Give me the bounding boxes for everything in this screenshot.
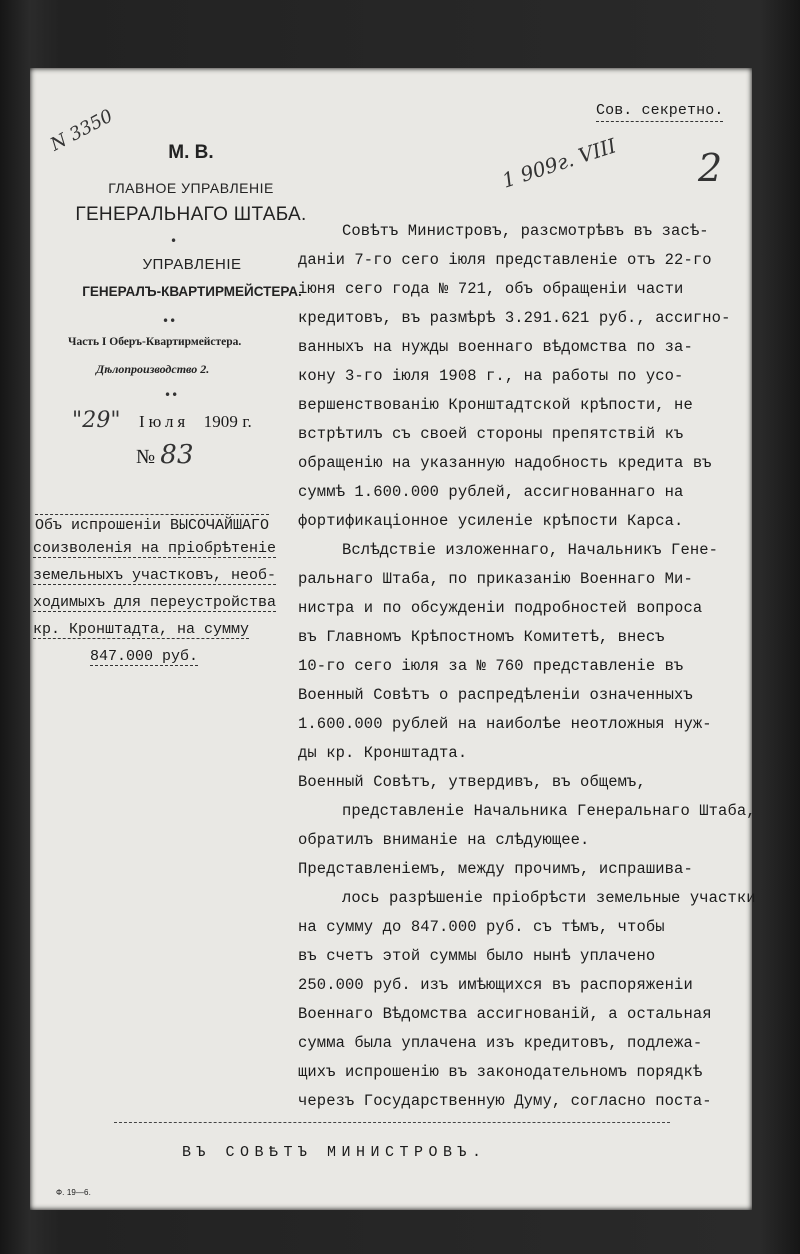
subject-line-6: 847.000 руб. (90, 648, 199, 665)
body-line: ды кр. Кронштадта. (298, 744, 468, 762)
body-line: Военный Совѣтъ о распредѣленiи означенныхъ (298, 686, 693, 704)
subject-line-2: соизволенiя на прiобрѣтенiе (33, 540, 277, 557)
body-line: Военный Совѣтъ, утвердивъ, въ общемъ, (298, 773, 646, 791)
body-line: кредитовъ, въ размѣрѣ 3.291.621 руб., ассигно- (298, 309, 731, 327)
body-line: ральнаго Штаба, по приказанiю Военнаго Ми- (298, 570, 693, 588)
body-line: представленiе Начальника Генеральнаго Штаба, (342, 802, 756, 820)
ornament-2: •• (162, 314, 177, 328)
number-label: № (136, 446, 156, 468)
body-line: обратилъ вниманiе на слѣдующее. (298, 831, 590, 849)
document-number (136, 440, 194, 470)
body-line: кону 3-го iюля 1908 г., на работы по усо- (298, 367, 684, 385)
body-line: суммѣ 1.600.000 рублей, ассигнованнаго на (298, 483, 684, 501)
document-date (72, 408, 252, 433)
date-year: 1909 г. (203, 412, 252, 431)
body-line: Представленiемъ, между прочимъ, испрашива- (298, 860, 693, 878)
handwritten-page-number: 2 (698, 146, 723, 190)
body-line: сумма была уплачена изъ кредитовъ, подлежа- (298, 1034, 703, 1052)
body-line: встрѣтилъ съ своей стороны препятствiй къ (298, 425, 684, 443)
body-line: щихъ испрошенiю въ законодательномъ порядкѣ (298, 1063, 703, 1081)
body-line: ванныхъ на нужды военнаго вѣдомства по за- (298, 338, 693, 356)
handwritten-date-note: 1 909г. VIII (499, 133, 620, 193)
number-value: 83 (160, 440, 194, 470)
body-line: обращенiю на указанную надобность кредита въ (298, 454, 712, 472)
body-line: Вслѣдствiе изложеннаго, Начальникъ Гене- (342, 541, 719, 559)
subject-line-5: кр. Кронштадта, на сумму (33, 621, 250, 638)
date-month: Iюля (139, 412, 190, 431)
body-line: лось разрѣшенiе прiобрѣсти земельные участки (342, 889, 756, 907)
body-line: въ Главномъ Крѣпостномъ Комитетѣ, внесъ (298, 628, 665, 646)
body-line: въ счетъ этой суммы было нынѣ уплачено (298, 947, 656, 965)
body-line: на сумму до 847.000 руб. съ тѣмъ, чтобы (298, 918, 665, 936)
addressee: ВЪ СОВѢТЪ МИНИСТРОВЪ. (182, 1144, 487, 1161)
directorate-line-2: ГЕНЕРАЛЬНАГО ШТАБА. (75, 204, 307, 225)
section-line: Часть I Оберъ-Квартирмейстера. (68, 336, 242, 348)
classification-stamp: Сов. секретно. (596, 102, 723, 122)
handwritten-archive-number: N 3350 (47, 105, 117, 156)
body-line: Совѣтъ Министровъ, разсмотрѣвъ въ засѣ- (342, 222, 709, 240)
form-number: Ф. 19—6. (56, 1188, 91, 1197)
subject-line-3: земельныхъ участковъ, необ- (33, 567, 277, 584)
body-line: 10-го сего iюля за № 760 представленiе въ (298, 657, 684, 675)
footer-divider (114, 1122, 670, 1123)
date-day: "29" (72, 408, 121, 433)
body-line: iюня сего года № 721, объ обращенiи части (298, 280, 684, 298)
body-line: вершенствованiю Кронштадтской крѣпости, не (298, 396, 693, 414)
body-line: фортификацiонное усиленiе крѣпости Карса. (298, 512, 684, 530)
ornament-1: • (170, 234, 178, 248)
body-line: черезъ Государственную Думу, согласно поста- (298, 1092, 712, 1110)
body-line: 250.000 руб. изъ имѣющихся въ распоряженiи (298, 976, 693, 994)
office-line: Дѣлопроизводство 2. (96, 362, 210, 376)
body-line: данiи 7-го сего iюля представленiе отъ 22-го (298, 251, 712, 269)
ministry-abbrev: М. В. (168, 142, 214, 163)
directorate-line-1: ГЛАВНОЕ УПРАВЛЕНIЕ (108, 180, 274, 196)
body-line: нистра и по обсужденiи подробностей вопроса (298, 599, 703, 617)
body-line: 1.600.000 рублей на наиболѣе неотложныя нуж- (298, 715, 712, 733)
subject-line-4: ходимыхъ для переустройства (33, 594, 277, 611)
subject-line-1: Объ испрошенiи ВЫСОЧАЙШАГО (35, 514, 269, 534)
document-page (30, 68, 756, 1210)
body-line: Военнаго Вѣдомства ассигнованiй, а остальная (298, 1005, 712, 1023)
department-line-1: УПРАВЛЕНIЕ (142, 256, 242, 273)
department-line-2: ГЕНЕРАЛЪ-КВАРТИРМЕЙСТЕРА. (82, 284, 302, 299)
ornament-3: •• (164, 388, 179, 402)
